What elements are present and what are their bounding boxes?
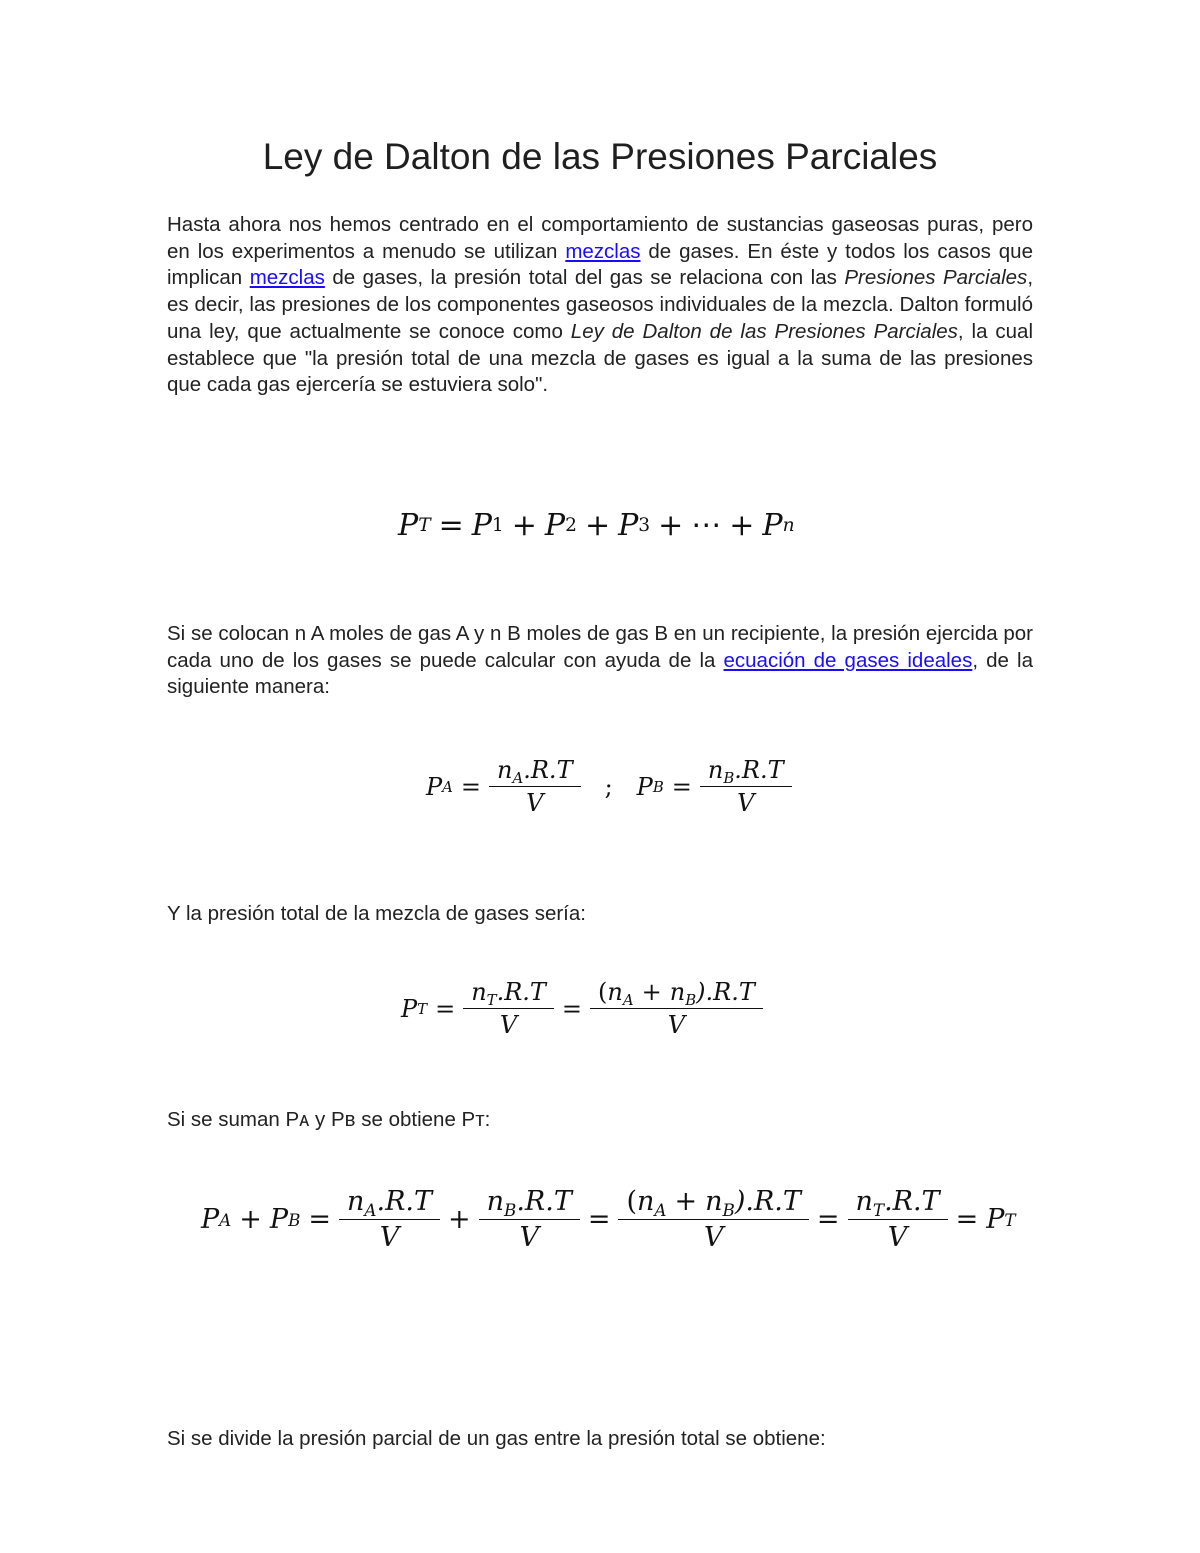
fraction-sum-ab: $\frac{(n_A + n_B).R.T}{V}$ [622, 1186, 804, 1253]
ley-dalton-term: Ley de Dalton de las Presiones Parciales [570, 319, 958, 343]
ideal-gas-equation-link[interactable]: ecuación de gases ideales [723, 648, 973, 672]
fraction-sum-a: $\frac{n_A.R.T}{V}$ [343, 1186, 436, 1253]
presiones-parciales-term: Presiones Parciales [844, 266, 1028, 290]
fraction-nt: $\frac{n_T.R.T}{V}$ [467, 978, 550, 1039]
intro-text-1: Hasta ahora nos hemos centrado en el comportamiento de sustancias gaseosas puras, pero en los experimentos a menudo se utilizan [167, 213, 1033, 263]
fraction-sum-b: $\frac{n_B.R.T}{V}$ [483, 1186, 576, 1253]
intro-paragraph [167, 212, 1033, 399]
total-pressure-sum-equation: P T = P 1 + P 2 + P 3 + ⋯ + P n [398, 508, 795, 543]
fraction-pb: $\frac{n_B.R.T}{V}$ [704, 756, 788, 817]
fraction-na-plus-nb: $\frac{(n_A + n_B).R.T}{V}$ [594, 978, 759, 1039]
total-pressure-intro: Y la presión total de la mezcla de gases sería: [167, 902, 586, 925]
fraction-sum-t: $\frac{n_T.R.T}{V}$ [852, 1186, 944, 1253]
intro-text-4: , es decir, las presiones de los componentes gaseosos individuales de la mezcla. Dalton formuló una ley, que actualmente se conoce como [167, 266, 1034, 343]
moles-text-2: , de la siguiente manera: [167, 648, 1033, 699]
division-intro: Si se divide la presión parcial de un gas entre la presión total se obtiene: [167, 1427, 826, 1450]
fraction-pa: $\frac{n_A.R.T}{V}$ [493, 756, 577, 817]
sum-derivation-equation: P A + P B = $\frac{n_A.R.T}{V}$ + $\frac{n_B.R.T}{V}$ = $\frac{(n_A + n_B).R.T}{V}$ = $\frac{n_T.R.T}{V}$ = P T [201, 1186, 1016, 1253]
intro-text-2: de gases. En éste y todos los casos que implican [167, 239, 1033, 290]
total-pressure-equation: P T = $\frac{n_T.R.T}{V}$ = $\frac{(n_A + n_B).R.T}{V}$ [401, 978, 763, 1039]
moles-text-1: Si se colocan n A moles de gas A y n B moles de gas B en un recipiente, la presión ejercida por cada uno de los gases se puede calcular con ayuda de la [167, 622, 1033, 672]
partial-pressure-equations: P A = $\frac{n_A.R.T}{V}$ ; P B = $\frac{n_B.R.T}{V}$ [426, 756, 792, 817]
mezclas-link-1[interactable]: mezclas [565, 239, 641, 263]
moles-paragraph [167, 621, 1033, 701]
mezclas-link-2[interactable]: mezclas [249, 266, 325, 290]
page-title: Ley de Dalton de las Presiones Parciales [262, 136, 938, 177]
sum-intro: Si se suman Pᴀ y Pʙ se obtiene Pᴛ: [167, 1108, 491, 1131]
intro-text-5: , la cual establece que "la presión total de una mezcla de gases es igual a la suma de las presiones que cada gas ejercería se estuviera solo". [167, 319, 1034, 397]
intro-text-3: de gases, la presión total del gas se relaciona con las [324, 266, 845, 290]
